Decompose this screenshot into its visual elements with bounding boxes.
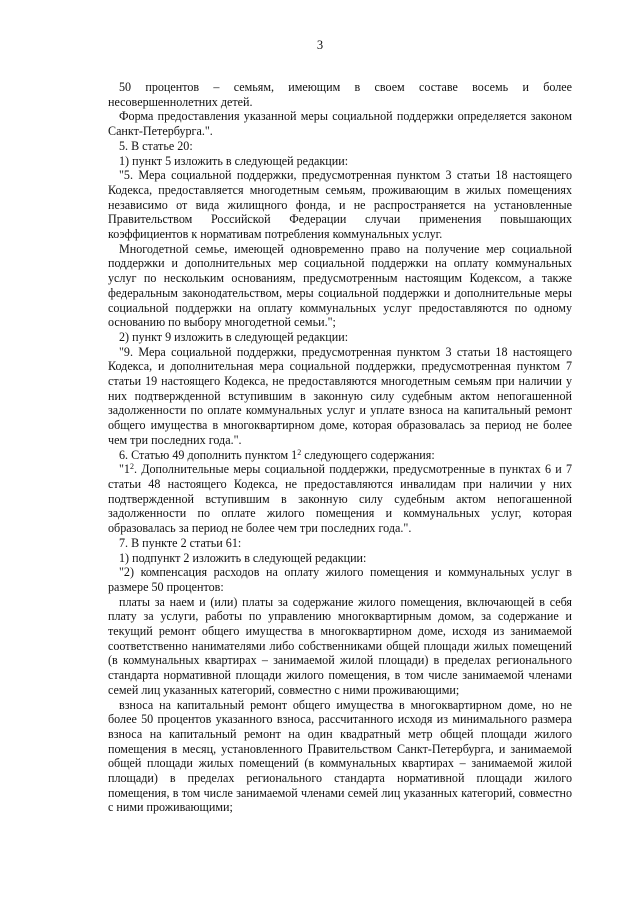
page-number: 3: [316, 38, 324, 52]
paragraph-10-superscript: 2: [129, 462, 134, 472]
paragraph-13: "2) компенсация расходов на оплату жилого помещения и коммунальных услуг в размере 50 процентов:: [108, 565, 572, 594]
paragraph-10: [108, 462, 572, 536]
paragraph-1: 50 процентов – семьям, имеющим в своем составе восемь и более несовершеннолетних детей.: [108, 80, 572, 109]
paragraph-12: 1) подпункт 2 изложить в следующей редакции:: [119, 550, 367, 565]
paragraph-8: "9. Мера социальной поддержки, предусмотренная пунктом 3 статьи 18 настоящего Кодекса, и дополнительная мера социальной поддержки, предусмотренная пунктом 7 статьи 19 настоящего Кодекса, не предоставляются многодетным семьям при наличии у них подтвержденной вступившим в законную силу судебным актом непогашенной задолженности по оплате коммунальных услуг и уплате взноса на капитальный ремонт общего имущества в многоквартирном доме, которая образовалась за период не более чем три последних года.".: [108, 344, 572, 447]
paragraph-11: 7. В пункте 2 статьи 61:: [119, 535, 242, 550]
paragraph-10-text-before: "1: [119, 462, 130, 477]
paragraph-7: 2) пункт 9 изложить в следующей редакции:: [119, 329, 349, 344]
paragraph-15: взноса на капитальный ремонт общего имущества в многоквартирном доме, но не более 50 процентов указанного взноса, рассчитанного исходя из минимального размера взноса на капитальный ремонт на один квадратный метр общей площади жилого помещения в месяц, установленного Правительством Санкт-Петербурга, и занимаемой общей площади жилых помещений (в коммунальных квартирах – занимаемой жилой площади) в пределах регионального стандарта нормативной площади жилого помещения, в том числе занимаемой членами семей лиц указанных категорий, совместно с ними проживающими;: [108, 697, 572, 815]
paragraph-6: Многодетной семье, имеющей одновременно право на получение мер социальной поддержки и дополнительных мер социальной поддержки на оплату коммунальных услуг по нескольким основаниям, предусмотренным настоящим Кодексом, а также федеральным законодательством, меры социальной поддержки и дополнительные меры социальной поддержки на оплату коммунальных услуг предоставляются по одному основанию по выбору многодетной семьи.";: [108, 241, 572, 330]
paragraph-10-text-after: . Дополнительные меры социальной поддержки, предусмотренные в пунктах 6 и 7 статьи 48 настоящего Кодекса, не предоставляются инвалидам при наличии у них подтвержденной вступившим в законную силу судебным актом непогашенной задолженности по оплате жилого помещения и коммунальных услуг, которая образовалась за период не более чем три последних года.".: [108, 462, 572, 536]
paragraph-9-text-after: следующего содержания:: [301, 447, 435, 462]
paragraph-9: [108, 448, 572, 463]
paragraph-3: 5. В статье 20:: [119, 138, 193, 153]
paragraph-9-superscript: 2: [297, 447, 302, 457]
document-body: [108, 80, 572, 815]
paragraph-4: 1) пункт 5 изложить в следующей редакции:: [119, 153, 349, 168]
paragraph-9-text-before: 6. Статью 49 дополнить пунктом 1: [119, 447, 298, 462]
paragraph-2: Форма предоставления указанной меры социальной поддержки определяется законом Санкт-Петербурга.".: [108, 109, 572, 139]
paragraph-14: платы за наем и (или) платы за содержание жилого помещения, включающей в себя плату за услуги, работы по управлению многоквартирным домом, за содержание и текущий ремонт общего имущества в многоквартирном доме, исходя из занимаемой соответственно нанимателями либо собственниками общей площади жилых помещений (в коммунальных квартирах – занимаемой жилой площади) в пределах регионального стандарта нормативной площади жилого помещения, в том числе занимаемой членами семей лиц указанных категорий, совместно с ними проживающими;: [108, 594, 572, 697]
paragraph-5: "5. Мера социальной поддержки, предусмотренная пунктом 3 статьи 18 настоящего Кодекса, предоставляется многодетным семьям, проживающим в жилых помещениях независимо от вида жилищного фонда, и не распространяется на установленные Правительством Российской Федерации случаи применения повышающих коэффициентов к нормативам потребления коммунальных услуг.: [108, 168, 572, 242]
